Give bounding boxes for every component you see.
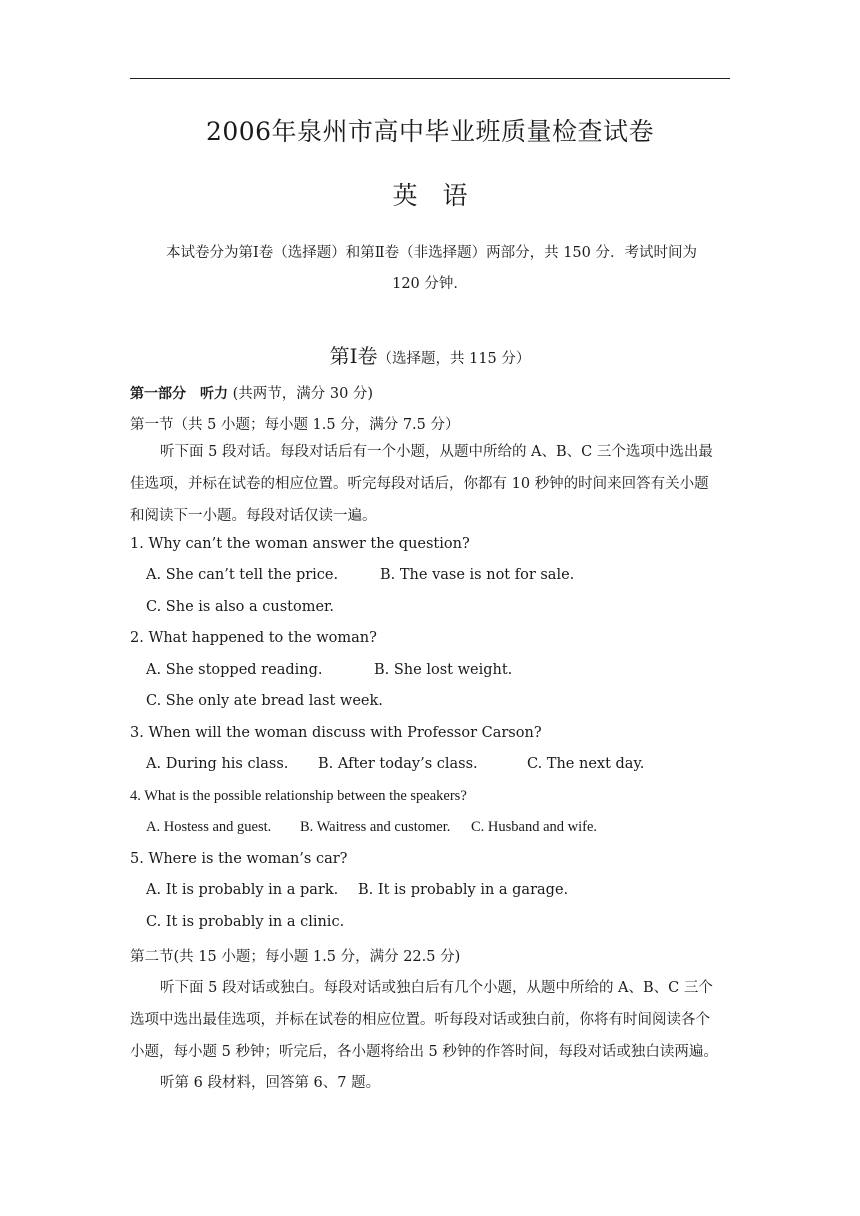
section-1-heading: 第一节（共 5 小题；每小题 1.5 分，满分 7.5 分） [130,417,460,433]
question-5-option-a: A. It is probably in a park. [146,882,339,898]
section-2-instruction-1: 听下面 5 段对话或独白。每段对话或独白后有几个小题，从题中所给的 A、B、C 三个 [160,980,713,996]
section-1-instruction-2: 佳选项，并标在试卷的相应位置。听完每段对话后，你都有 10 秒钟的时间来回答有关小题 [130,476,709,492]
question-3-option-c: C. The next day. [527,756,645,772]
intro-line-2: 120 分钟． [392,276,468,292]
volume-1-title: 第Ⅰ卷 [329,344,378,368]
question-2-option-c: C. She only ate bread last week. [146,693,383,709]
question-3-option-b: B. After today’s class. [318,756,478,772]
part-1-label: 第一部分 听力 [130,386,228,402]
volume-1-heading [0,340,860,369]
question-3: 3. When will the woman discuss with Professor Carson? [130,725,542,741]
question-4-option-b: B. Waitress and customer. [300,819,451,835]
question-2-option-a: A. She stopped reading. [146,662,323,678]
section-2-instruction-2: 选项中选出最佳选项，并标在试卷的相应位置。听每段对话或独白前，你将有时间阅读各个 [130,1012,710,1028]
header-rule [130,78,730,79]
exam-title: 2006年泉州市高中毕业班质量检查试卷 [205,117,655,146]
exam-subject: 英 语 [392,181,468,210]
section-2-instruction-3: 小题，每小题 5 秒钟；听完后，各小题将给出 5 秒钟的作答时间，每段对话或独白读两遍。 [130,1044,718,1060]
part-1-heading [130,382,373,403]
question-4-option-c: C. Husband and wife. [471,819,598,835]
intro-line-1: 本试卷分为第Ⅰ卷（选择题）和第Ⅱ卷（非选择题）两部分，共 150 分．考试时间为 [166,245,697,261]
question-4-option-a: A. Hostess and guest. [146,819,272,835]
question-1-option-a: A. She can’t tell the price. [146,567,339,583]
section-2-material: 听第 6 段材料，回答第 6、7 题。 [160,1075,381,1091]
volume-1-note: （选择题，共 115 分） [377,351,531,367]
question-1-option-b: B. The vase is not for sale. [380,567,575,583]
question-5-option-b: B. It is probably in a garage. [358,882,569,898]
question-2-option-b: B. She lost weight. [374,662,513,678]
section-2-heading: 第二节(共 15 小题；每小题 1.5 分，满分 22.5 分) [130,949,461,965]
question-5: 5. Where is the woman’s car? [130,851,348,867]
question-1: 1. Why can’t the woman answer the question? [130,536,470,552]
question-5-option-c: C. It is probably in a clinic. [146,914,345,930]
question-3-option-a: A. During his class. [146,756,289,772]
question-1-option-c: C. She is also a customer. [146,599,334,615]
part-1-note: (共两节，满分 30 分) [228,386,374,402]
section-1-instruction-3: 和阅读下一小题。每段对话仅读一遍。 [130,508,377,524]
section-1-instruction-1: 听下面 5 段对话。每段对话后有一个小题，从题中所给的 A、B、C 三个选项中选出最 [160,444,713,460]
question-2: 2. What happened to the woman? [130,630,377,646]
question-4: 4. What is the possible relationship between the speakers? [130,788,467,804]
